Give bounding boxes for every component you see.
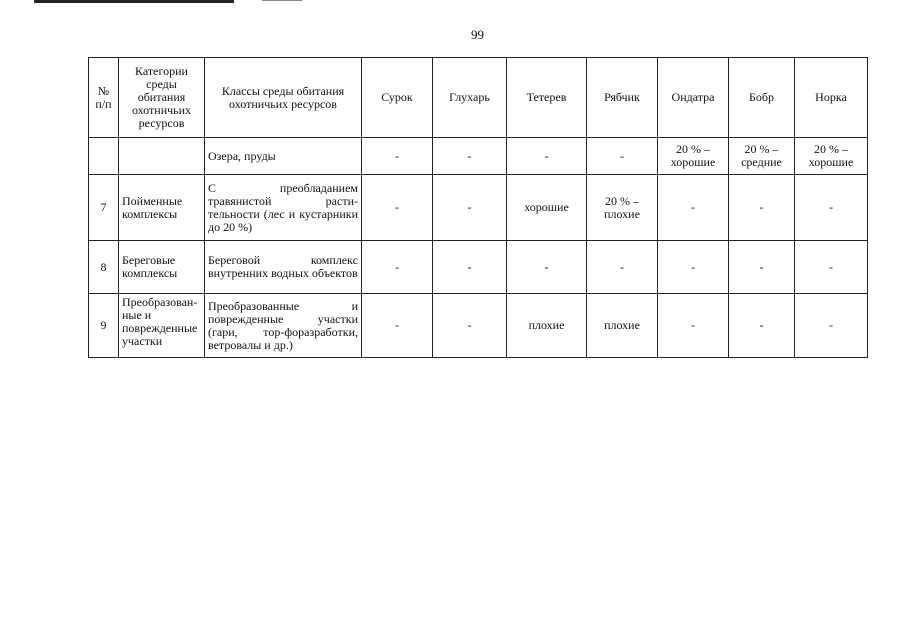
table-row xyxy=(89,175,868,241)
row-category: Береговые комплексы xyxy=(119,241,205,294)
scan-artifact-line xyxy=(262,0,302,1)
row-value: 20 % – хорошие xyxy=(795,138,868,175)
row-num: 9 xyxy=(89,294,119,358)
row-value: - xyxy=(795,241,868,294)
header-species: Сурок xyxy=(362,58,433,138)
header-species: Ондатра xyxy=(658,58,729,138)
row-num: 7 xyxy=(89,175,119,241)
row-value: - xyxy=(587,241,658,294)
table-row xyxy=(89,138,868,175)
row-value: плохие xyxy=(587,294,658,358)
header-num: № п/п xyxy=(89,58,119,138)
habitat-table xyxy=(88,57,868,358)
header-species: Норка xyxy=(795,58,868,138)
header-species: Тетерев xyxy=(507,58,587,138)
row-value: - xyxy=(433,175,507,241)
row-value: плохие xyxy=(507,294,587,358)
row-classes: Озера, пруды xyxy=(205,138,362,175)
row-classes: Береговой комплекс внутренних водных объектов xyxy=(205,241,362,294)
row-value: - xyxy=(433,138,507,175)
row-classes: С преобладанием травянистой расти-тельности (лес и кустарники до 20 %) xyxy=(205,175,362,241)
row-category xyxy=(119,138,205,175)
row-value: - xyxy=(729,294,795,358)
row-value: - xyxy=(658,294,729,358)
row-value: 20 % – плохие xyxy=(587,175,658,241)
header-species: Бобр xyxy=(729,58,795,138)
header-species: Глухарь xyxy=(433,58,507,138)
row-value: - xyxy=(362,241,433,294)
header-species: Рябчик xyxy=(587,58,658,138)
row-value: - xyxy=(729,175,795,241)
scan-artifact-bar xyxy=(34,0,234,3)
row-value: - xyxy=(362,294,433,358)
row-value: - xyxy=(587,138,658,175)
row-value: - xyxy=(795,175,868,241)
row-value: - xyxy=(658,175,729,241)
table-row xyxy=(89,241,868,294)
table-header-row xyxy=(89,58,868,138)
row-value: - xyxy=(658,241,729,294)
row-value: - xyxy=(433,241,507,294)
header-category: Категории среды обитания охотничьих ресурсов xyxy=(119,58,205,138)
row-value: 20 % – хорошие xyxy=(658,138,729,175)
row-value: - xyxy=(362,138,433,175)
page-number: 99 xyxy=(471,27,484,42)
row-value: - xyxy=(433,294,507,358)
row-category: Преобразован-ные и поврежденные участки xyxy=(119,294,205,358)
row-value: - xyxy=(729,241,795,294)
row-classes: Преобразованные и поврежденные участки (гари, тор-форазработки, ветровалы и др.) xyxy=(205,294,362,358)
row-num xyxy=(89,138,119,175)
row-value: - xyxy=(507,241,587,294)
row-value: 20 % – средние xyxy=(729,138,795,175)
row-value: - xyxy=(362,175,433,241)
row-value: - xyxy=(507,138,587,175)
row-num: 8 xyxy=(89,241,119,294)
table-row xyxy=(89,294,868,358)
row-value: - xyxy=(795,294,868,358)
header-classes: Классы среды обитания охотничьих ресурсов xyxy=(205,58,362,138)
row-value: хорошие xyxy=(507,175,587,241)
row-category: Пойменные комплексы xyxy=(119,175,205,241)
